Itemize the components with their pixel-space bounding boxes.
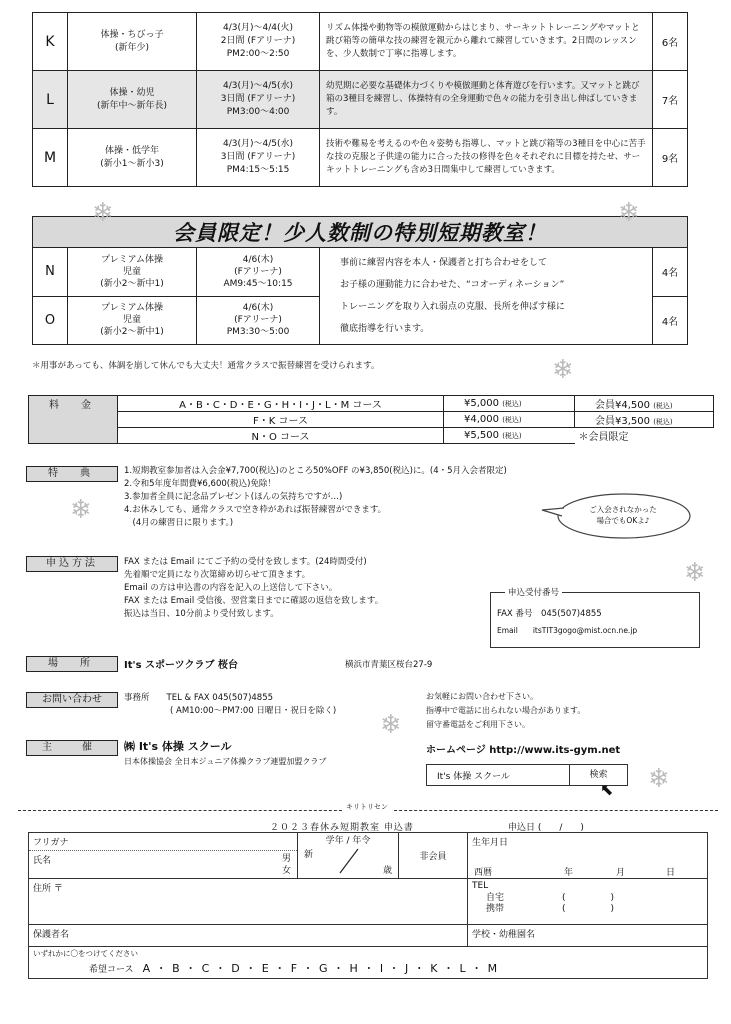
course-table xyxy=(32,12,688,187)
fee-member: 会員¥4,500 (税込) xyxy=(575,396,714,412)
course-row xyxy=(33,13,688,71)
course-date: 4/3(月)〜4/4(火) 2日間 (Fアリーナ) PM2:00〜2:50 xyxy=(197,13,320,71)
fee-member: 会員¥3,500 (税込) xyxy=(575,412,714,428)
cut-line-label: キリトリセン xyxy=(342,802,392,812)
venue-label: 場 所 xyxy=(26,656,118,672)
course-capacity: 7名 xyxy=(653,71,688,129)
side-info: お気軽にお問い合わせ下さい。 指導中で電話に出られない場合があります。 留守番電話をご利用下さい。 xyxy=(426,692,586,729)
fee-price: ¥5,500 (税込) xyxy=(444,428,575,444)
special-course-table xyxy=(32,216,688,345)
fee-label: 料 金 xyxy=(29,396,118,444)
course-code: N xyxy=(33,248,68,297)
course-description: リズム体操や動物等の模倣運動からはじまり、サーキットトレーニングやマットと跳び箱等の簡単な技の練習を親元から離れて練習していきます。2日間のレッスンを、少人数制で丁寧に指導します。 xyxy=(320,13,653,71)
course-capacity: 9名 xyxy=(653,129,688,187)
fee-table xyxy=(28,395,714,444)
fee-course: N・O コース xyxy=(118,428,444,444)
course-capacity: 4名 xyxy=(653,296,688,345)
snowflake-icon: ❄ xyxy=(648,764,670,794)
course-code: M xyxy=(33,129,68,187)
school-field[interactable]: 学校・幼稚園名 xyxy=(468,925,708,947)
course-select-field[interactable]: いずれかに〇をつけてください 希望コース A ・ B ・ C ・ D ・ E ・ F ・ G ・ H ・ I ・ J ・ K ・ L ・ M xyxy=(29,947,708,979)
venue-name: It's スポーツクラブ 桜台 xyxy=(124,660,238,671)
search-box[interactable] xyxy=(426,764,628,786)
name-field[interactable]: フリガナ 氏名 男 女 xyxy=(29,833,298,879)
snowflake-icon: ❄ xyxy=(618,198,640,228)
fee-course: A・B・C・D・E・G・H・I・J・L・M コース xyxy=(118,396,444,412)
address-field[interactable]: 住所 〒 xyxy=(29,879,468,925)
perks-list: 1.短期教室参加者は入会金¥7,700(税込)のところ50%OFF の¥3,850(税込)に。(4・5月入会者限定) 2.令和5年度年間費¥6,600(税込)免除！ 3.参加者全員に記念品プレゼント(ほんの気持ちですが…) 4.お休みしても、通常クラスで空き枠があれば振替練習ができます。 (4月の練習日に限ります。) xyxy=(124,466,507,528)
course-capacity: 4名 xyxy=(653,248,688,297)
snowflake-icon: ❄ xyxy=(684,558,706,588)
course-name: プレミアム体操 児童 (新小2〜新中1) xyxy=(68,248,197,297)
speech-bubble-text: ご入会されなかった 場合でもOKよ♪ xyxy=(589,505,657,525)
snowflake-icon: ❄ xyxy=(70,495,92,525)
apply-box-title: 申込受付番号 xyxy=(505,586,562,598)
search-text: It's 体操 スクール xyxy=(437,772,510,782)
course-name: 体操・ちびっ子 (新年少) xyxy=(68,13,197,71)
host-label: 主 催 xyxy=(26,740,118,756)
course-code: L xyxy=(33,71,68,129)
course-date: 4/3(月)〜4/5(水) 3日間 (Fアリーナ) PM3:00〜4:00 xyxy=(197,71,320,129)
course-name: 体操・幼児 (新年中〜新年長) xyxy=(68,71,197,129)
grade-field[interactable]: 学年 / 年令 新 歳 xyxy=(298,833,399,879)
course-description: 幼児期に必要な基礎体力づくりや模倣運動と体育遊びを行います。又マットと跳び箱の3種目を練習し、体操特有の全身運動で色々の能力を引き出し伸ばしていきます。 xyxy=(320,71,653,129)
special-description: 事前に練習内容を本人・保護者と打ち合わせをして お子様の運動能力に合わせた、“コオーディネーション” トレーニングを取り入れ弱点の克服、長所を伸ばす様に 徹底指導を行います。 xyxy=(320,248,653,345)
email-row: Email itsTIT3gogo@mist.ocn.ne.jp xyxy=(497,626,638,635)
apply-label: 申込方法 xyxy=(26,556,118,572)
snowflake-icon: ❄ xyxy=(552,355,574,385)
special-banner: 会員限定！少人数制の特別短期教室！ xyxy=(33,217,688,248)
nonmember-field[interactable]: 非会員 xyxy=(399,833,468,879)
apply-text: FAX または Email にてご予約の受付を致します。(24時間受付) 先着順で定員になり次第締め切らせて頂きます。 Email の方は申込書の内容を記入の上送信して下さい。 FAX または Email 受信後、翌営業日までに確認の返信を致します。 振込は当日、10分前より受付致します。 xyxy=(124,557,384,619)
snowflake-icon: ❄ xyxy=(380,710,402,740)
search-button[interactable]: 検索 xyxy=(569,765,627,785)
course-row xyxy=(33,71,688,129)
cursor-arrow-icon: ⬉ xyxy=(600,780,614,799)
fax-row: FAX 番号 045(507)4855 xyxy=(497,609,602,619)
fee-course: F・K コース xyxy=(118,412,444,428)
course-date: 4/3(月)〜4/5(水) 3日間 (Fアリーナ) PM4:15〜5:15 xyxy=(197,129,320,187)
host-sub: 日本体操協会 全日本ジュニア体操クラブ連盟加盟クラブ xyxy=(124,757,327,766)
snowflake-icon: ❄ xyxy=(92,198,114,228)
course-name: 体操・低学年 (新小1〜新小3) xyxy=(68,129,197,187)
course-description: 技術や難易を考えるのや色々姿勢も指導し、マットと跳び箱等の3種目を中心に苦手な技の克服と子供達の能力に合った技の修得を色々それぞれに目標を持たせ、サーキットトレーニングも含め3日間集中して練習していきます。 xyxy=(320,129,653,187)
contact-office: 事務所 TEL & FAX 045(507)4855 ( AM10:00〜PM7:00 日曜日・祝日を除く) xyxy=(124,693,337,716)
guardian-field[interactable]: 保護者名 xyxy=(29,925,468,947)
form-title: ２０２３春休み短期教室 申込書 xyxy=(270,823,414,833)
form-date: 申込日 ( / ) xyxy=(508,823,584,833)
fee-price: ¥5,000 (税込) xyxy=(444,396,575,412)
course-code: O xyxy=(33,296,68,345)
contact-label: お問い合わせ xyxy=(26,692,118,708)
course-name: プレミアム体操 児童 (新小2〜新中1) xyxy=(68,296,197,345)
perks-label: 特 典 xyxy=(26,466,118,482)
fee-price: ¥4,000 (税込) xyxy=(444,412,575,428)
host-name: ㈱ It's 体操 スクール xyxy=(124,740,232,753)
birth-field[interactable]: 生年月日 西暦 年 月 日 xyxy=(468,833,708,879)
course-row xyxy=(33,129,688,187)
course-capacity: 6名 xyxy=(653,13,688,71)
special-note: ＊用事があっても、体調を崩して休んでも大丈夫！通常クラスで振替練習を受けられます。 xyxy=(32,361,380,371)
tel-field[interactable]: TEL 自宅 携帯 ( ) ( ) xyxy=(468,879,708,925)
venue-address: 横浜市青葉区桜台27-9 xyxy=(345,660,433,670)
fee-member: ＊会員限定 xyxy=(575,428,714,444)
apply-contact-box xyxy=(490,588,700,648)
homepage-url[interactable]: ホームページ http://www.its-gym.net xyxy=(426,745,621,756)
course-date: 4/6(木) (Fアリーナ) PM3:30〜5:00 xyxy=(197,296,320,345)
application-form xyxy=(28,832,708,979)
course-date: 4/6(木) (Fアリーナ) AM9:45〜10:15 xyxy=(197,248,320,297)
course-code: K xyxy=(33,13,68,71)
